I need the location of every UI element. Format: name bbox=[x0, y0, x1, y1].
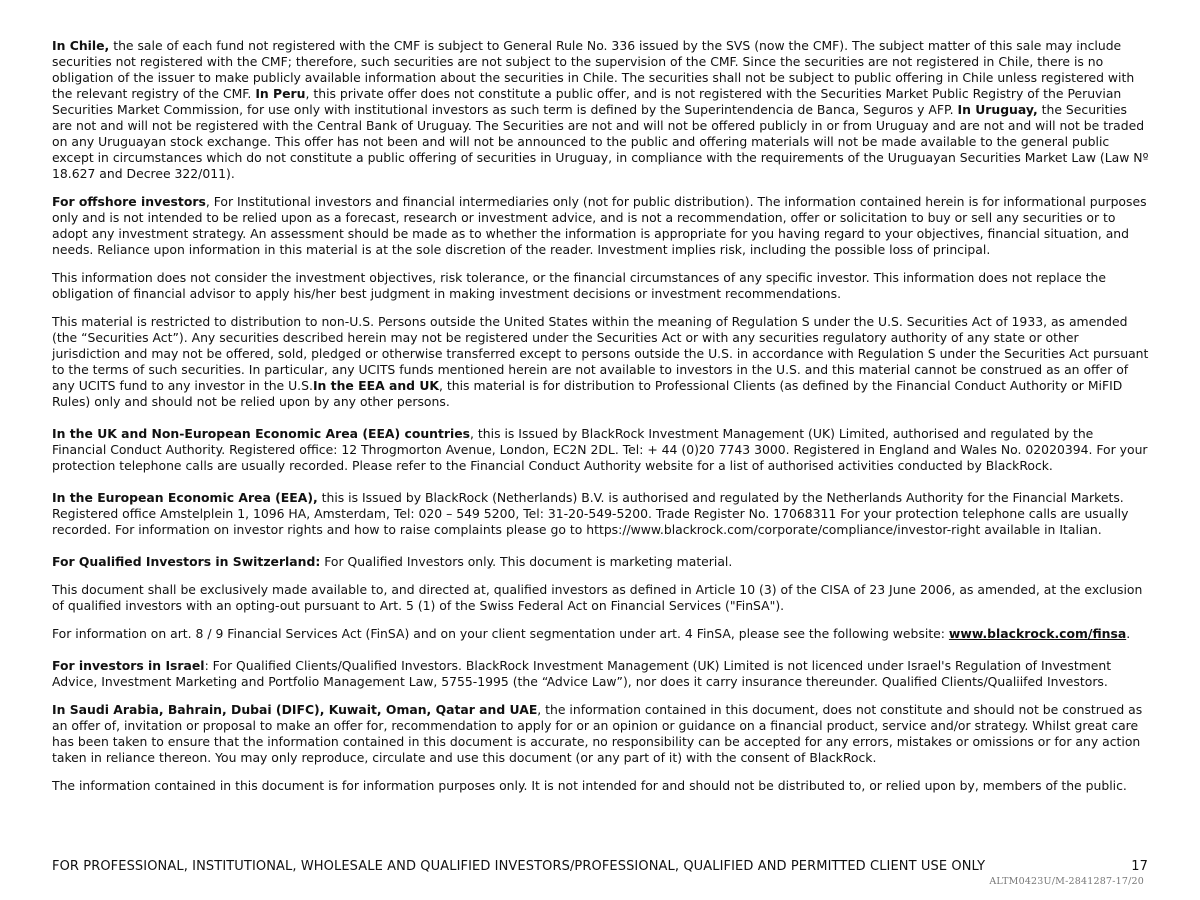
investment-objectives-paragraph bbox=[52, 270, 1150, 302]
gulf-paragraph bbox=[52, 702, 1150, 766]
eea-text: this is Issued by BlackRock (Netherlands) B.V. is authorised and regulated by the Netherlands Authority for the Financial Markets. Registered office Amstelplein 1, 1096 HA, Amsterdam, Tel: 020 – 549 5200, Tel: 31-20-549-5200. Trade Register No. 17068311 For your protection telephone calls are usually recorded. For information on investor rights and how to raise complaints please go to https://www.blackrock.com/corporate/compliance/investor-right available in Italian. bbox=[52, 490, 1129, 537]
chile-peru-uruguay-paragraph bbox=[52, 38, 1150, 182]
heading-eea-uk: In the EEA and UK bbox=[312, 378, 440, 393]
heading-offshore: For offshore investors bbox=[52, 194, 206, 209]
cisa-text: This document shall be exclusively made available to, and directed at, qualified investors as defined in Article 10 (3) of the CISA of 23 June 2006, as amended, at the exclusion of qualified investors with an opting-out pursuant to Art. 5 (1) of the Swiss Federal Act on Financial Services ("FinSA"). bbox=[52, 582, 1143, 613]
israel-paragraph bbox=[52, 658, 1150, 690]
finsa-text: For information on art. 8 / 9 Financial Services Act (FinSA) and on your client segmentation under art. 4 FinSA, please see the following website: bbox=[52, 626, 949, 641]
reference-code: ALTM0423U/M-2841287-17/20 bbox=[989, 876, 1144, 887]
heading-israel: For investors in Israel bbox=[52, 658, 205, 673]
switzerland-paragraph bbox=[52, 554, 1150, 570]
information-purposes-paragraph bbox=[52, 778, 1150, 794]
finsa-text-end: . bbox=[1126, 626, 1131, 641]
finsa-website-link[interactable]: www.blackrock.com/finsa bbox=[948, 626, 1127, 641]
page-number: 17 bbox=[1131, 859, 1148, 874]
uk-non-eea-paragraph bbox=[52, 426, 1150, 474]
offshore-investors-paragraph bbox=[52, 194, 1150, 258]
heading-switzerland: For Qualified Investors in Switzerland: bbox=[52, 554, 321, 569]
uk-non-eea-text: , this is Issued by BlackRock Investment Management (UK) Limited, authorised and regulated by the Financial Conduct Authority. Registered office: 12 Throgmorton Avenue, London, EC2N 2DL. Tel: + 44 (0)20 7743 3000. Registered in England and Wales No. 02020394. For your protection telephone calls are usually recorded. Please refer to the Financial Conduct Authority website for a list of authorised activities conducted by BlackRock. bbox=[52, 426, 1148, 473]
peru-text: , this private offer does not constitute a public offer, and is not registered with the Securities Market Public Registry of the Peruvian Securities Market Commission, for use only with institutional investors as such term is defined by the Superintendencia de Banca, Seguros y AFP. bbox=[52, 86, 1122, 117]
offshore-text: , For Institutional investors and financial intermediaries only (not for public distribution). The information contained herein is for informational purposes only and is not intended to be relied upon as a forecast, research or investment advice, and is not a recommendation, offer or solicitation to buy or sell any securities or to adopt any investment strategy. An assessment should be made as to whether the information is appropriate for you having regard to your objectives, financial situation, and needs. Reliance upon information in this material is at the sole discretion of the reader. Investment implies risk, including the possible loss of principal. bbox=[52, 194, 1147, 257]
us-restriction-text: This material is restricted to distribution to non-U.S. Persons outside the United States within the meaning of Regulation S under the U.S. Securities Act of 1933, as amended (the “Securities Act”). Any securities described herein may not be registered under the Securities Act or with any securities regulatory authority of any state or other jurisdiction and may not be offered, sold, pledged or otherwise transferred except to persons outside the U.S. in accordance with Regulation S under the Securities Act pursuant to the terms of such securities. In particular, any UCITS funds mentioned herein are not available to investors in the U.S. and this material cannot be construed as an offer of any UCITS fund to any investor in the U.S. bbox=[52, 314, 1149, 393]
eea-uk-text: , this material is for distribution to Professional Clients (as defined by the Financial Conduct Authority or MiFID Rules) only and should not be relied upon by any other persons. bbox=[52, 378, 1123, 409]
cisa-paragraph bbox=[52, 582, 1150, 614]
heading-peru: In Peru bbox=[255, 86, 306, 101]
israel-text: : For Qualified Clients/Qualified Investors. BlackRock Investment Management (UK) Limited is not licenced under Israel's Regulation of Investment Advice, Investment Marketing and Portfolio Management Law, 5755-1995 (the “Advice Law”), nor does it carry insurance thereunder. Qualified Clients/Qualiifed Investors. bbox=[52, 658, 1112, 689]
heading-eea: In the European Economic Area (EEA), bbox=[52, 490, 318, 505]
investment-objectives-text: This information does not consider the investment objectives, risk tolerance, or the financial circumstances of any specific investor. This information does not replace the obligation of financial advisor to apply his/her best judgment in making investment decisions or investment recommendations. bbox=[52, 270, 1107, 301]
heading-uk-non-eea: In the UK and Non-European Economic Area (EEA) countries bbox=[52, 426, 471, 441]
disclosure-body bbox=[52, 38, 1150, 806]
eea-paragraph bbox=[52, 490, 1150, 538]
finsa-paragraph bbox=[52, 626, 1150, 642]
switzerland-text: For Qualified Investors only. This document is marketing material. bbox=[320, 554, 733, 569]
heading-gulf: In Saudi Arabia, Bahrain, Dubai (DIFC), Kuwait, Oman, Qatar and UAE bbox=[52, 702, 538, 717]
heading-chile: In Chile, bbox=[52, 38, 110, 53]
chile-text: the sale of each fund not registered with the CMF is subject to General Rule No. 336 issued by the SVS (now the CMF). The subject matter of this sale may include securities not registered with the CMF; therefore, such securities are not subject to the supervision of the CMF. Since the securities are not registered in Chile, there is no obligation of the issuer to make publicly available information about the securities in Chile. The securities shall not be subject to public offering in Chile unless registered with the relevant registry of the CMF. bbox=[52, 38, 1135, 101]
information-purposes-text: The information contained in this document is for information purposes only. It is not intended for and should not be distributed to, or relied upon by, members of the public. bbox=[52, 778, 1127, 793]
gulf-text: , the information contained in this document, does not constitute and should not be construed as an offer of, invitation or proposal to make an offer for, recommendation to apply for or an opinion or guidance on a financial product, service and/or strategy. Whilst great care has been taken to ensure that the information contained in this document is accurate, no responsibility can be accepted for any errors, mistakes or omissions or for any action taken in reliance thereon. You may only reproduce, circulate and use this document (or any part of it) with the consent of BlackRock. bbox=[52, 702, 1143, 765]
us-restriction-paragraph bbox=[52, 314, 1150, 410]
uruguay-text: the Securities are not and will not be registered with the Central Bank of Uruguay. The Securities are not and will not be offered publicly in or from Uruguay and are not and will not be traded on any Uruguayan stock exchange. This offer has not been and will not be announced to the public and offering materials will not be made available to the general public except in circumstances which do not constitute a public offering of securities in Uruguay, in compliance with the requirements of the Uruguayan Securities Market Law (Law Nº 18.627 and Decree 322/011). bbox=[52, 102, 1149, 181]
heading-uruguay: In Uruguay, bbox=[957, 102, 1038, 117]
footer-audience-notice: FOR PROFESSIONAL, INSTITUTIONAL, WHOLESALE AND QUALIFIED INVESTORS/PROFESSIONAL, QUALIFIED AND PERMITTED CLIENT USE ONLY bbox=[52, 859, 986, 874]
